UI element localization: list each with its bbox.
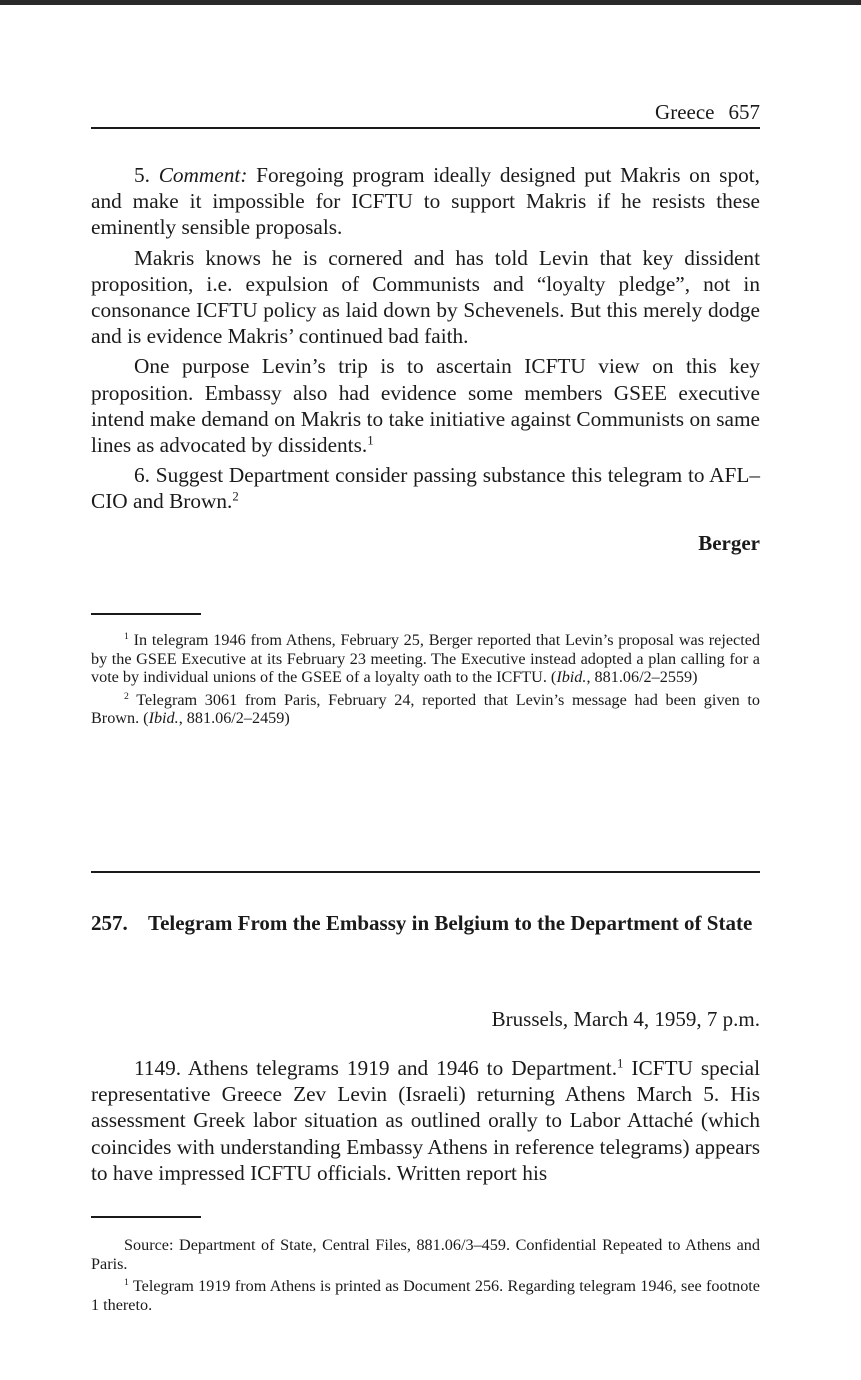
- source-note: Source: Department of State, Central Files, 881.06/3–459. Confidential Repeated to Athens and Paris.: [91, 1236, 760, 1273]
- footnote-2: $^2$ Telegram 3061 from Paris, February 24, reported that Levin’s message had been given to Brown. (Ibid., 881.06/2–2459): [91, 690, 760, 728]
- running-header: [91, 100, 760, 127]
- document-heading: [91, 910, 760, 936]
- footnote-ref-2: 2: [232, 489, 239, 504]
- signature: Berger: [698, 531, 760, 555]
- footnote-1: $^1$ In telegram 1946 from Athens, February 25, Berger reported that Levin’s proposal was rejected by the GSEE Executive at its February 23 meeting. The Executive instead adopted a plan calling for a vote by individual unions of the GSEE of a loyalty oath to the ICFTU. (Ibid., 881.06/2–2559): [91, 631, 760, 687]
- dateline: Brussels, March 4, 1959, 7 p.m.: [491, 1007, 760, 1031]
- footnotes-bottom: [91, 1236, 760, 1318]
- document-title: Telegram From the Embassy in Belgium to the Department of State: [148, 911, 753, 935]
- footnote-rule: [91, 613, 201, 615]
- paragraph-6: 6. Suggest Department consider passing substance this telegram to AFL–CIO and Brown.$^2$: [91, 463, 760, 514]
- header-section: Greece: [655, 100, 715, 124]
- page-top-edge: [0, 0, 861, 5]
- paragraph-purpose: One purpose Levin’s trip is to ascertain ICFTU view on this key proposition. Embassy also had evidence some members GSEE executive intend make demand on Makris to take initiative against Communists on same lines as advocated by dissidents.$^1$: [91, 354, 760, 458]
- footnote-ref-1: 1: [367, 433, 374, 448]
- telegram-continuation: [91, 162, 760, 519]
- footnotes-top: [91, 631, 760, 732]
- page-number: 657: [728, 100, 760, 124]
- footnote-rule-bottom: [91, 1216, 201, 1218]
- document-body: [91, 1055, 760, 1190]
- comment-label: Comment:: [158, 163, 248, 187]
- header-rule: [91, 127, 760, 129]
- document-number: 257.: [91, 911, 128, 935]
- paragraph-5: 5. Comment: Foregoing program ideally designed put Makris on spot, and make it impossible for ICFTU to support Makris if he resists these eminently sensible proposals.: [91, 163, 760, 240]
- footnote-ref-1-doc: 1: [617, 1056, 624, 1071]
- footnote-doc-1: $^1$ Telegram 1919 from Athens is printed as Document 256. Regarding telegram 1946, see footnote 1 thereto.: [91, 1277, 760, 1314]
- paragraph-makris: Makris knows he is cornered and has told Levin that key dissident proposition, i.e. expulsion of Communists and “loyalty pledge”, not in consonance ICFTU policy as laid down by Schevenels. But this merely dodge and is evidence Makris’ continued bad faith.: [91, 245, 760, 349]
- paragraph-1149: 1149. Athens telegrams 1919 and 1946 to Department.$^1$ ICFTU special representative Greece Zev Levin (Israeli) returning Athens March 5. His assessment Greek labor situation as outlined orally to Labor Attaché (which coincides with understanding Embassy Athens in reference telegrams) appears to have impressed ICFTU officials. Written report his: [91, 1056, 760, 1185]
- section-divider: [91, 871, 760, 873]
